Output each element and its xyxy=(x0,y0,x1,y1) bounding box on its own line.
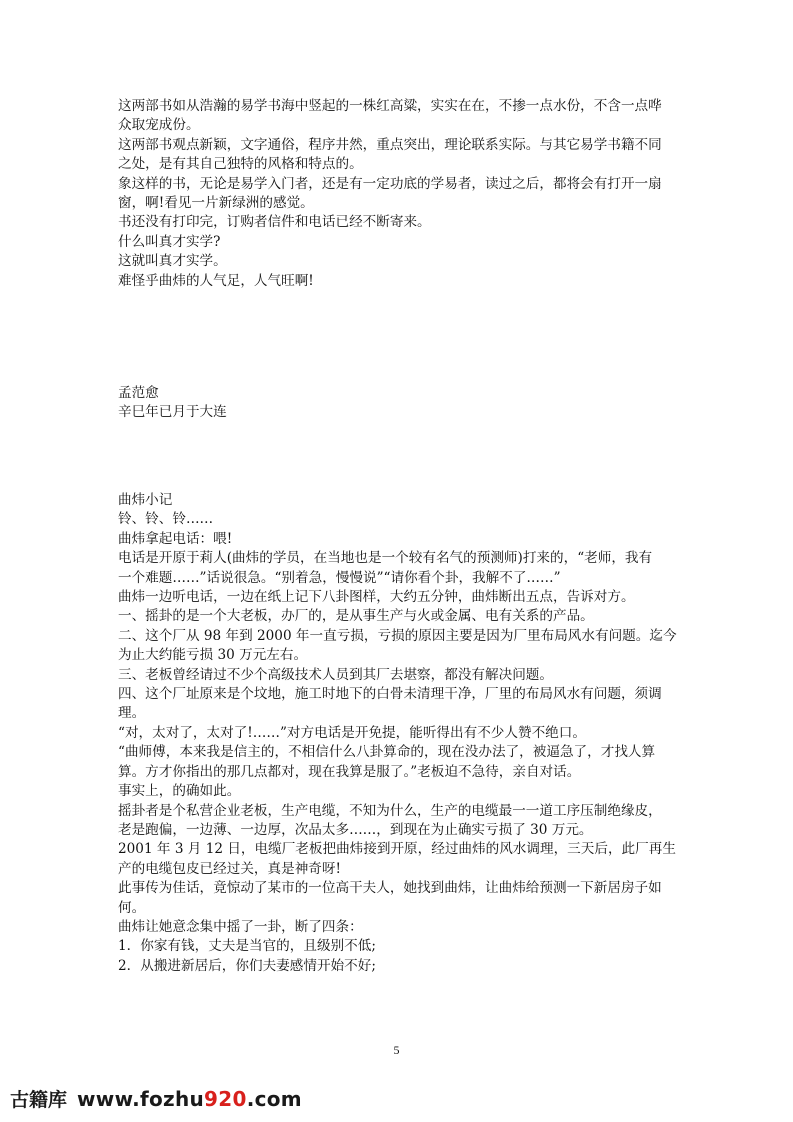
section-title: 曲炜小记 xyxy=(118,492,173,508)
signature-author: 孟范愈 xyxy=(118,385,159,401)
text-line: 众取宠成份。 xyxy=(118,117,200,134)
text-line: 一个难题……”话说很急。“别着急，慢慢说”“请你看个卦，我解不了……” xyxy=(118,569,561,586)
site-watermark xyxy=(10,1085,302,1115)
text-line: 这两部书观点新颖，文字通俗，程序井然，重点突出，理论联系实际。与其它易学书籍不同 xyxy=(118,136,662,153)
watermark-url-digits: 920 xyxy=(204,1087,247,1111)
watermark-url-prefix: www.fozhu xyxy=(77,1087,205,1111)
text-line: 产的电缆包皮已经过关，真是神奇呀! xyxy=(118,860,341,877)
text-line: 为止大约能亏损 30 万元左右。 xyxy=(118,647,308,664)
text-line: 1．你家有钱，丈夫是当官的，且级别不低; xyxy=(118,938,376,955)
text-line: 这就叫真才实学。 xyxy=(118,253,227,270)
text-line: 曲炜拿起电话：喂! xyxy=(118,530,233,547)
text-line: 摇卦者是个私营企业老板，生产电缆，不知为什么，生产的电缆最一一道工序压制绝缘皮， xyxy=(118,802,662,819)
story-section xyxy=(118,491,684,976)
text-line: 何。 xyxy=(118,899,146,916)
text-line: 电话是开原于莉人(曲炜的学员，在当地也是一个较有名气的预测师)打来的，“老师，我有 xyxy=(118,550,653,567)
text-line: “对，太对了，太对了!……”对方电话是开免提，能听得出有不少人赞不绝口。 xyxy=(118,724,586,741)
text-line: 2001 年 3 月 12 日，电缆厂老板把曲炜接到开原，经过曲炜的风水调理，三天后，此厂再生 xyxy=(118,841,676,858)
text-line: 四、这个厂址原来是个坟地，施工时地下的白骨未清理干净，厂里的布局风水有问题，须调 xyxy=(118,686,662,703)
signature-block xyxy=(118,384,684,423)
intro-paragraphs xyxy=(118,97,684,291)
text-line: 这两部书如从浩瀚的易学书海中竖起的一株红高粱，实实在在，不掺一点水份，不含一点哗 xyxy=(118,98,662,114)
text-line: 2．从搬进新居后，你们夫妻感情开始不好; xyxy=(118,957,376,974)
signature-date-place: 辛巳年已月于大连 xyxy=(118,404,227,421)
text-line: 象这样的书，无论是易学入门者，还是有一定功底的学易者，读过之后，都将会有打开一扇 xyxy=(118,175,662,192)
text-line: 老是跑偏，一边薄、一边厚，次品太多……，到现在为止确实亏损了 30 万元。 xyxy=(118,821,593,838)
text-line: 什么叫真才实学? xyxy=(118,233,221,250)
text-line: 曲炜让她意念集中摇了一卦，断了四条： xyxy=(118,918,363,935)
text-line: 事实上，的确如此。 xyxy=(118,783,241,800)
text-line: 窗，啊!看见一片新绿洲的感觉。 xyxy=(118,195,314,212)
watermark-site-name: 古籍库 xyxy=(10,1089,68,1111)
text-line: 此事传为佳话，竟惊动了某市的一位高干夫人，她找到曲炜，让曲炜给预测一下新居房子如 xyxy=(118,880,662,897)
text-line: 三、老板曾经请过不少个高级技术人员到其厂去堪察，都没有解决问题。 xyxy=(118,666,553,683)
watermark-url-suffix: .com xyxy=(246,1087,302,1111)
text-line: 二、这个厂从 98 年到 2000 年一直亏损，亏损的原因主要是因为厂里布局风水有问题。迄今 xyxy=(118,627,677,644)
watermark-url xyxy=(77,1087,302,1111)
text-line: 算。方才你指出的那几点都对，现在我算是服了。”老板迫不急待，亲自对话。 xyxy=(118,763,581,780)
text-line: 曲炜一边听电话，一边在纸上记下八卦图样，大约五分钟，曲炜断出五点，告诉对方。 xyxy=(118,589,635,606)
text-line: 之处，是有其自己独特的风格和特点的。 xyxy=(118,156,363,173)
page-number: 5 xyxy=(393,1043,400,1057)
text-line: 铃、铃、铃…… xyxy=(118,511,214,528)
text-line: “曲师傅，本来我是信主的，不相信什么八卦算命的，现在没办法了，被逼急了，才找人算 xyxy=(118,744,656,761)
text-line: 一、摇卦的是一个大老板，办厂的，是从事生产与火或金属、电有关系的产品。 xyxy=(118,608,594,625)
text-line: 书还没有打印完，订购者信件和电话已经不断寄来。 xyxy=(118,214,431,231)
text-line: 理。 xyxy=(118,705,146,722)
text-line: 难怪乎曲炜的人气足，人气旺啊! xyxy=(118,272,314,289)
